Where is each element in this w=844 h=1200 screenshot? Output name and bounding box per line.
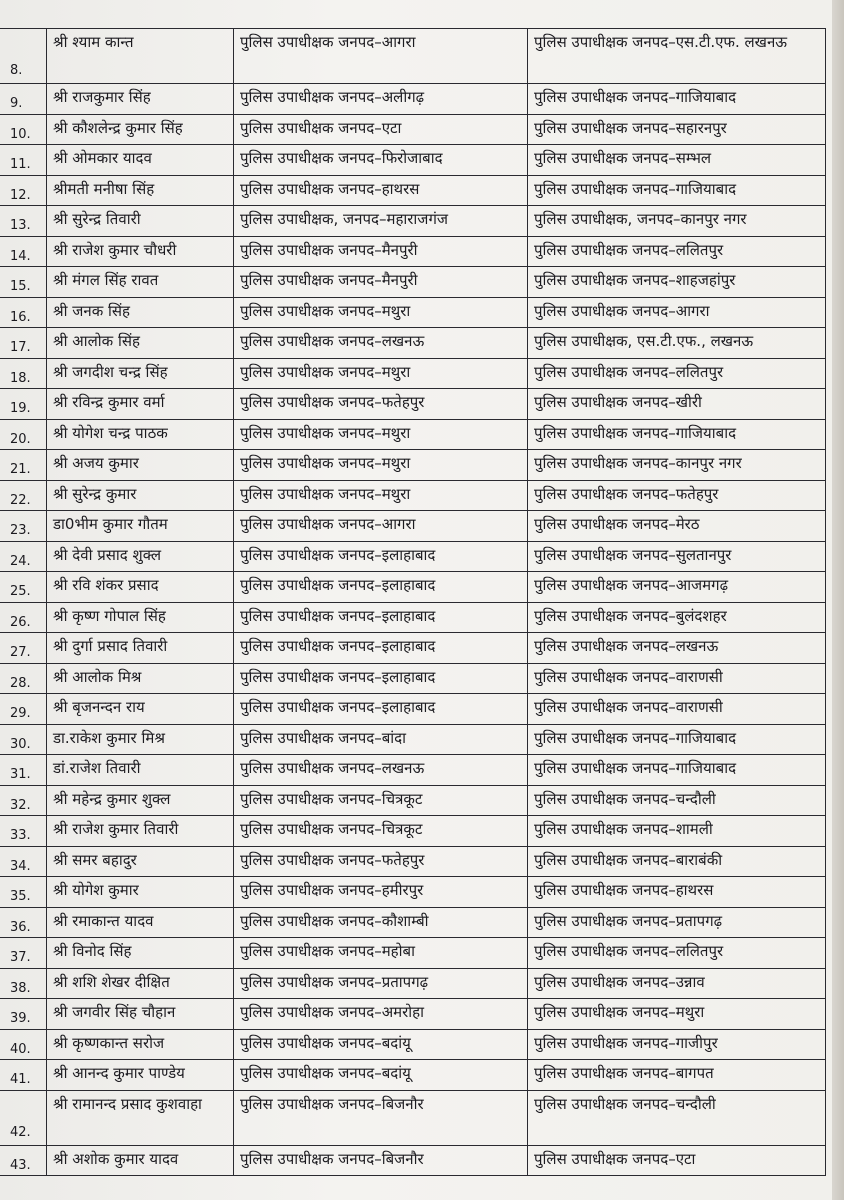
- officer-name-cell: श्री कौशलेन्द्र कुमार सिंह: [46, 115, 234, 145]
- table-row: [0, 786, 826, 817]
- officer-name-cell: श्री सुरेन्द्र तिवारी: [46, 206, 234, 236]
- current-posting-cell: पुलिस उपाधीक्षक जनपद–मैनपुरी: [234, 237, 528, 267]
- table-row: [0, 877, 826, 908]
- officer-name-cell: श्री महेन्द्र कुमार शुक्ल: [46, 786, 234, 816]
- serial-number-cell: 42.: [10, 1124, 31, 1140]
- serial-number-cell: 14.: [10, 248, 31, 264]
- serial-number-cell: 8.: [10, 63, 23, 78]
- serial-number-cell: 35.: [10, 889, 31, 904]
- officer-name-cell: श्री ओमकार यादव: [46, 145, 234, 175]
- officer-name-cell: श्री बृजनन्दन राय: [46, 694, 234, 724]
- new-posting-cell: पुलिस उपाधीक्षक जनपद–उन्नाव: [528, 969, 826, 999]
- current-posting-cell: पुलिस उपाधीक्षक जनपद–इलाहाबाद: [234, 633, 528, 663]
- serial-number-cell: 30.: [10, 736, 31, 752]
- current-posting-cell: पुलिस उपाधीक्षक जनपद–बिजनौर: [234, 1146, 528, 1176]
- serial-number-cell: 16.: [10, 309, 31, 325]
- table-row: [0, 511, 826, 542]
- table-row: [0, 267, 826, 298]
- current-posting-cell: पुलिस उपाधीक्षक जनपद–इलाहाबाद: [234, 542, 528, 572]
- officer-name-cell: श्री शशि शेखर दीक्षित: [46, 969, 234, 999]
- serial-number-cell: 10.: [10, 126, 31, 142]
- table-row: [0, 1030, 826, 1061]
- table-row: [0, 664, 826, 695]
- serial-number-cell: 40.: [10, 1041, 31, 1057]
- officer-name-cell: श्री रविन्द्र कुमार वर्मा: [46, 389, 234, 419]
- current-posting-cell: पुलिस उपाधीक्षक जनपद–मथुरा: [234, 420, 528, 450]
- table-row: [0, 84, 826, 115]
- new-posting-cell: पुलिस उपाधीक्षक जनपद–शामली: [528, 816, 826, 846]
- table-row: [0, 694, 826, 725]
- table-row: [0, 816, 826, 847]
- officer-name-cell: श्री जगवीर सिंह चौहान: [46, 999, 234, 1029]
- table-row: [0, 633, 826, 664]
- new-posting-cell: पुलिस उपाधीक्षक जनपद–सम्भल: [528, 145, 826, 175]
- serial-number-cell: 39.: [10, 1011, 31, 1026]
- serial-number-cell: 29.: [10, 706, 31, 721]
- officer-name-cell: श्री कृष्णकान्त सरोज: [46, 1030, 234, 1060]
- current-posting-cell: पुलिस उपाधीक्षक जनपद–हाथरस: [234, 176, 528, 206]
- officer-name-cell: श्री रामानन्द प्रसाद कुशवाहा: [46, 1091, 234, 1145]
- officer-name-cell: डा.राकेश कुमार मिश्र: [46, 725, 234, 755]
- current-posting-cell: पुलिस उपाधीक्षक जनपद–बांदा: [234, 725, 528, 755]
- serial-number-cell: 23.: [10, 523, 31, 538]
- table-row: [0, 328, 826, 359]
- serial-number-cell: 20.: [10, 431, 31, 447]
- table-row: [0, 542, 826, 573]
- officer-name-cell: श्री मंगल सिंह रावत: [46, 267, 234, 297]
- officer-name-cell: श्री अजय कुमार: [46, 450, 234, 480]
- officer-name-cell: श्री राजेश कुमार चौधरी: [46, 237, 234, 267]
- new-posting-cell: पुलिस उपाधीक्षक जनपद–एस.टी.एफ. लखनऊ: [528, 29, 826, 83]
- current-posting-cell: पुलिस उपाधीक्षक जनपद–इलाहाबाद: [234, 572, 528, 602]
- new-posting-cell: पुलिस उपाधीक्षक जनपद–वाराणसी: [528, 664, 826, 694]
- new-posting-cell: पुलिस उपाधीक्षक जनपद–वाराणसी: [528, 694, 826, 724]
- officer-name-cell: श्री योगेश कुमार: [46, 877, 234, 907]
- transfer-table: [0, 28, 826, 1176]
- new-posting-cell: पुलिस उपाधीक्षक जनपद–चन्दौली: [528, 1091, 826, 1145]
- current-posting-cell: पुलिस उपाधीक्षक, जनपद–महाराजगंज: [234, 206, 528, 236]
- serial-number-cell: 32.: [10, 797, 31, 813]
- table-row: [0, 359, 826, 390]
- table-row: [0, 115, 826, 146]
- new-posting-cell: पुलिस उपाधीक्षक जनपद–सहारनपुर: [528, 115, 826, 145]
- serial-number-cell: 31.: [10, 767, 31, 782]
- serial-number-cell: 24.: [10, 553, 31, 569]
- new-posting-cell: पुलिस उपाधीक्षक जनपद–शाहजहांपुर: [528, 267, 826, 297]
- new-posting-cell: पुलिस उपाधीक्षक जनपद–प्रतापगढ़: [528, 908, 826, 938]
- current-posting-cell: पुलिस उपाधीक्षक जनपद–बिजनौर: [234, 1091, 528, 1145]
- current-posting-cell: पुलिस उपाधीक्षक जनपद–अलीगढ़: [234, 84, 528, 114]
- current-posting-cell: पुलिस उपाधीक्षक जनपद–मथुरा: [234, 450, 528, 480]
- serial-number-cell: 17.: [10, 340, 31, 355]
- serial-number-cell: 22.: [10, 492, 31, 508]
- serial-number-cell: 9.: [10, 96, 23, 111]
- officer-name-cell: श्री देवी प्रसाद शुक्ल: [46, 542, 234, 572]
- officer-name-cell: श्री आनन्द कुमार पाण्डेय: [46, 1060, 234, 1090]
- serial-number-cell: 15.: [10, 279, 31, 294]
- serial-number-cell: 38.: [10, 980, 31, 996]
- current-posting-cell: पुलिस उपाधीक्षक जनपद–मैनपुरी: [234, 267, 528, 297]
- table-row: [0, 481, 826, 512]
- table-row: [0, 603, 826, 634]
- new-posting-cell: पुलिस उपाधीक्षक जनपद–सुलतानपुर: [528, 542, 826, 572]
- serial-number-cell: 11.: [10, 157, 31, 172]
- new-posting-cell: पुलिस उपाधीक्षक जनपद–बाराबंकी: [528, 847, 826, 877]
- table-row: [0, 572, 826, 603]
- new-posting-cell: पुलिस उपाधीक्षक जनपद–गाजियाबाद: [528, 420, 826, 450]
- current-posting-cell: पुलिस उपाधीक्षक जनपद–कौशाम्बी: [234, 908, 528, 938]
- officer-name-cell: श्री कृष्ण गोपाल सिंह: [46, 603, 234, 633]
- current-posting-cell: पुलिस उपाधीक्षक जनपद–फिरोजाबाद: [234, 145, 528, 175]
- table-row: [0, 1060, 826, 1091]
- new-posting-cell: पुलिस उपाधीक्षक, एस.टी.एफ., लखनऊ: [528, 328, 826, 358]
- new-posting-cell: पुलिस उपाधीक्षक जनपद–एटा: [528, 1146, 826, 1176]
- current-posting-cell: पुलिस उपाधीक्षक जनपद–फतेहपुर: [234, 847, 528, 877]
- officer-name-cell: श्री आलोक मिश्र: [46, 664, 234, 694]
- table-row: [0, 450, 826, 481]
- current-posting-cell: पुलिस उपाधीक्षक जनपद–मथुरा: [234, 298, 528, 328]
- table-row: [0, 755, 826, 786]
- new-posting-cell: पुलिस उपाधीक्षक जनपद–गाजियाबाद: [528, 84, 826, 114]
- new-posting-cell: पुलिस उपाधीक्षक जनपद–बुलंदशहर: [528, 603, 826, 633]
- officer-name-cell: श्री योगेश चन्द्र पाठक: [46, 420, 234, 450]
- officer-name-cell: श्रीमती मनीषा सिंह: [46, 176, 234, 206]
- current-posting-cell: पुलिस उपाधीक्षक जनपद–चित्रकूट: [234, 786, 528, 816]
- new-posting-cell: पुलिस उपाधीक्षक जनपद–गाजियाबाद: [528, 725, 826, 755]
- officer-name-cell: डां.राजेश तिवारी: [46, 755, 234, 785]
- current-posting-cell: पुलिस उपाधीक्षक जनपद–मथुरा: [234, 481, 528, 511]
- current-posting-cell: पुलिस उपाधीक्षक जनपद–हमीरपुर: [234, 877, 528, 907]
- current-posting-cell: पुलिस उपाधीक्षक जनपद–मथुरा: [234, 359, 528, 389]
- officer-name-cell: श्री जनक सिंह: [46, 298, 234, 328]
- officer-name-cell: श्री राजकुमार सिंह: [46, 84, 234, 114]
- table-row: [0, 420, 826, 451]
- current-posting-cell: पुलिस उपाधीक्षक जनपद–अमरोहा: [234, 999, 528, 1029]
- new-posting-cell: पुलिस उपाधीक्षक जनपद–खीरी: [528, 389, 826, 419]
- new-posting-cell: पुलिस उपाधीक्षक, जनपद–कानपुर नगर: [528, 206, 826, 236]
- new-posting-cell: पुलिस उपाधीक्षक जनपद–ललितपुर: [528, 938, 826, 968]
- new-posting-cell: पुलिस उपाधीक्षक जनपद–चन्दौली: [528, 786, 826, 816]
- current-posting-cell: पुलिस उपाधीक्षक जनपद–इलाहाबाद: [234, 664, 528, 694]
- table-row: [0, 298, 826, 329]
- officer-name-cell: श्री रमाकान्त यादव: [46, 908, 234, 938]
- current-posting-cell: पुलिस उपाधीक्षक जनपद–एटा: [234, 115, 528, 145]
- current-posting-cell: पुलिस उपाधीक्षक जनपद–महोबा: [234, 938, 528, 968]
- current-posting-cell: पुलिस उपाधीक्षक जनपद–चित्रकूट: [234, 816, 528, 846]
- current-posting-cell: पुलिस उपाधीक्षक जनपद–आगरा: [234, 511, 528, 541]
- current-posting-cell: पुलिस उपाधीक्षक जनपद–फतेहपुर: [234, 389, 528, 419]
- officer-name-cell: श्री रवि शंकर प्रसाद: [46, 572, 234, 602]
- serial-number-cell: 18.: [10, 370, 31, 386]
- serial-number-cell: 34.: [10, 858, 31, 874]
- serial-number-cell: 36.: [10, 919, 31, 935]
- table-row: [0, 847, 826, 878]
- new-posting-cell: पुलिस उपाधीक्षक जनपद–फतेहपुर: [528, 481, 826, 511]
- table-row: [0, 237, 826, 268]
- table-row: [0, 938, 826, 969]
- table-row: [0, 1091, 826, 1146]
- new-posting-cell: पुलिस उपाधीक्षक जनपद–मथुरा: [528, 999, 826, 1029]
- new-posting-cell: पुलिस उपाधीक्षक जनपद–हाथरस: [528, 877, 826, 907]
- serial-number-cell: 43.: [10, 1157, 31, 1173]
- table-row: [0, 1146, 826, 1177]
- serial-number-cell: 27.: [10, 645, 31, 660]
- table-row: [0, 725, 826, 756]
- current-posting-cell: पुलिस उपाधीक्षक जनपद–आगरा: [234, 29, 528, 83]
- table-row: [0, 389, 826, 420]
- officer-name-cell: श्री जगदीश चन्द्र सिंह: [46, 359, 234, 389]
- new-posting-cell: पुलिस उपाधीक्षक जनपद–गाजियाबाद: [528, 176, 826, 206]
- officer-name-cell: श्री दुर्गा प्रसाद तिवारी: [46, 633, 234, 663]
- new-posting-cell: पुलिस उपाधीक्षक जनपद–आजमगढ़: [528, 572, 826, 602]
- serial-number-cell: 41.: [10, 1072, 31, 1087]
- table-row: [0, 176, 826, 207]
- officer-name-cell: श्री आलोक सिंह: [46, 328, 234, 358]
- officer-name-cell: श्री विनोद सिंह: [46, 938, 234, 968]
- current-posting-cell: पुलिस उपाधीक्षक जनपद–इलाहाबाद: [234, 694, 528, 724]
- table-row: [0, 999, 826, 1030]
- officer-name-cell: डा0भीम कुमार गौतम: [46, 511, 234, 541]
- current-posting-cell: पुलिस उपाधीक्षक जनपद–लखनऊ: [234, 755, 528, 785]
- table-row: [0, 908, 826, 939]
- page-edge-shadow: [832, 0, 844, 1200]
- current-posting-cell: पुलिस उपाधीक्षक जनपद–बदांयू: [234, 1060, 528, 1090]
- serial-number-cell: 26.: [10, 614, 31, 630]
- new-posting-cell: पुलिस उपाधीक्षक जनपद–आगरा: [528, 298, 826, 328]
- new-posting-cell: पुलिस उपाधीक्षक जनपद–बागपत: [528, 1060, 826, 1090]
- table-row: [0, 29, 826, 84]
- serial-number-cell: 28.: [10, 675, 31, 691]
- current-posting-cell: पुलिस उपाधीक्षक जनपद–लखनऊ: [234, 328, 528, 358]
- new-posting-cell: पुलिस उपाधीक्षक जनपद–गाजियाबाद: [528, 755, 826, 785]
- new-posting-cell: पुलिस उपाधीक्षक जनपद–ललितपुर: [528, 237, 826, 267]
- officer-name-cell: श्री अशोक कुमार यादव: [46, 1146, 234, 1176]
- serial-number-cell: 12.: [10, 187, 31, 203]
- serial-number-cell: 25.: [10, 584, 31, 599]
- officer-name-cell: श्री सुरेन्द्र कुमार: [46, 481, 234, 511]
- serial-number-cell: 19.: [10, 401, 31, 416]
- current-posting-cell: पुलिस उपाधीक्षक जनपद–इलाहाबाद: [234, 603, 528, 633]
- serial-number-cell: 37.: [10, 950, 31, 965]
- current-posting-cell: पुलिस उपाधीक्षक जनपद–प्रतापगढ़: [234, 969, 528, 999]
- serial-number-cell: 33.: [10, 828, 31, 843]
- table-row: [0, 145, 826, 176]
- officer-name-cell: श्री समर बहादुर: [46, 847, 234, 877]
- table-row: [0, 206, 826, 237]
- new-posting-cell: पुलिस उपाधीक्षक जनपद–कानपुर नगर: [528, 450, 826, 480]
- new-posting-cell: पुलिस उपाधीक्षक जनपद–ललितपुर: [528, 359, 826, 389]
- current-posting-cell: पुलिस उपाधीक्षक जनपद–बदांयू: [234, 1030, 528, 1060]
- new-posting-cell: पुलिस उपाधीक्षक जनपद–लखनऊ: [528, 633, 826, 663]
- officer-name-cell: श्री श्याम कान्त: [46, 29, 234, 83]
- table-row: [0, 969, 826, 1000]
- officer-name-cell: श्री राजेश कुमार तिवारी: [46, 816, 234, 846]
- new-posting-cell: पुलिस उपाधीक्षक जनपद–गाजीपुर: [528, 1030, 826, 1060]
- serial-number-cell: 13.: [10, 218, 31, 233]
- new-posting-cell: पुलिस उपाधीक्षक जनपद–मेरठ: [528, 511, 826, 541]
- serial-number-cell: 21.: [10, 462, 31, 477]
